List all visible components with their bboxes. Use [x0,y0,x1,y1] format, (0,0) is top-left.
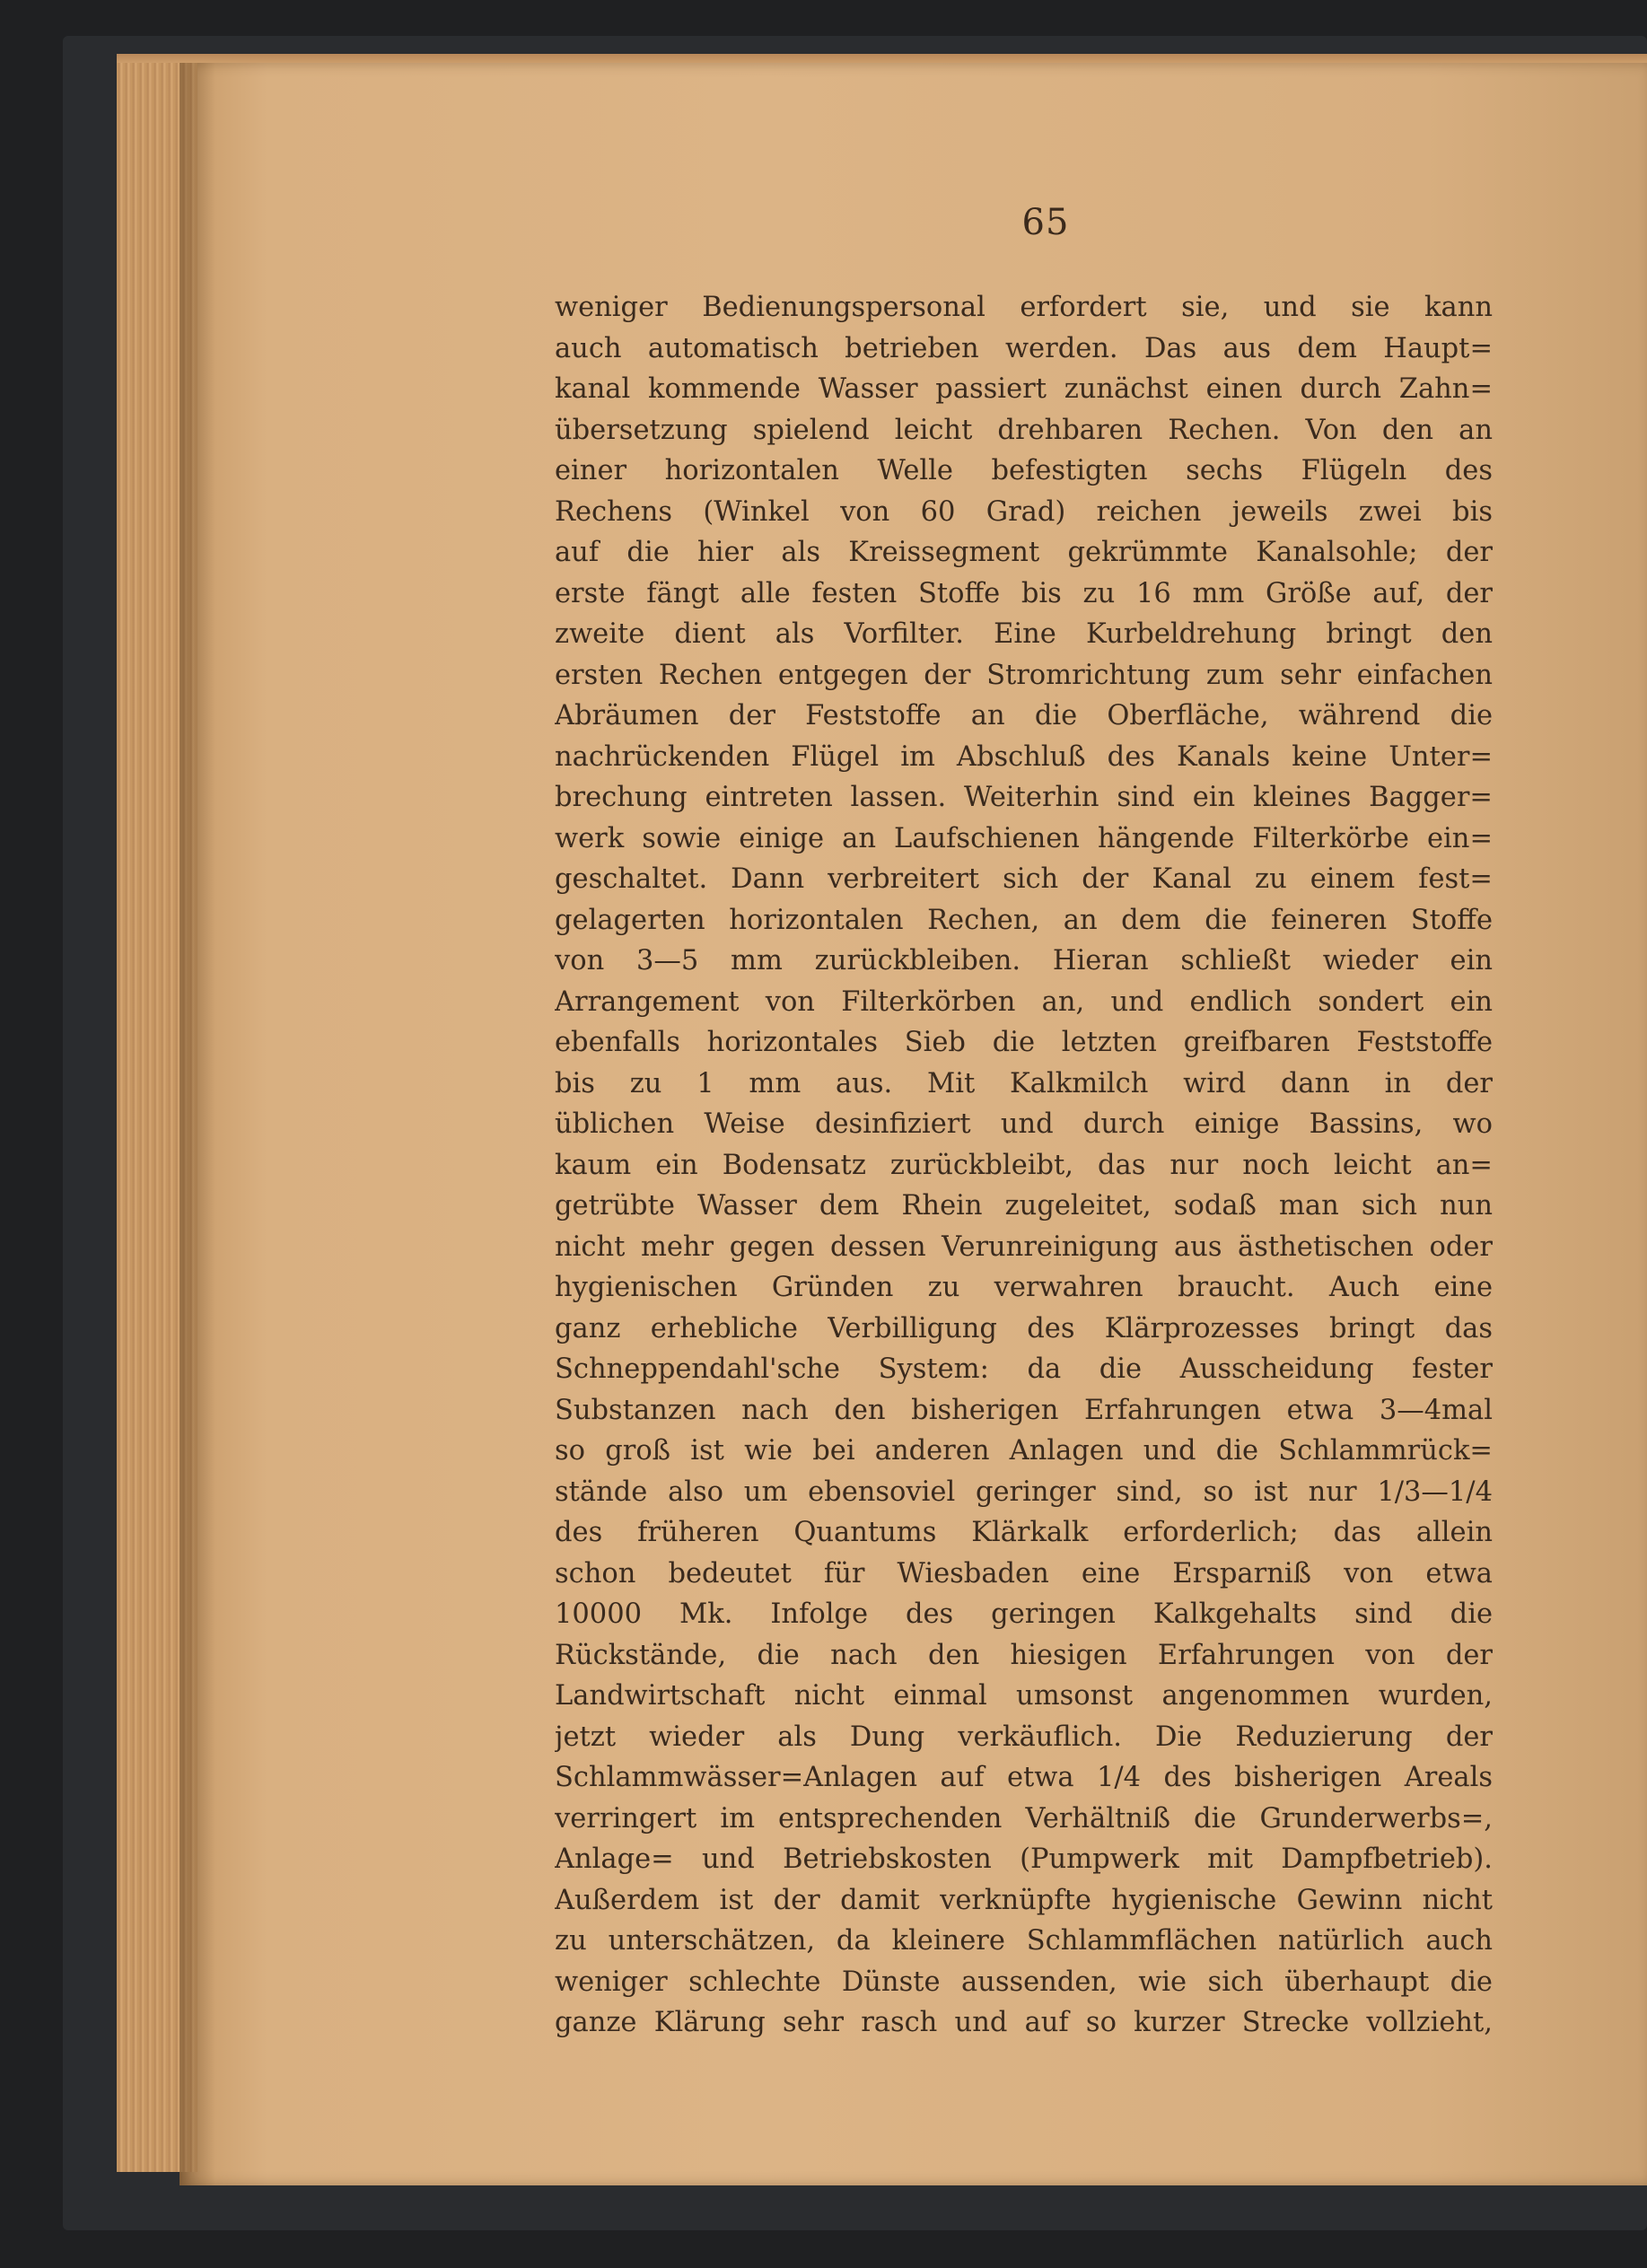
text-line: Rechens (Winkel von 60 Grad) reichen jeweils zwei bis [555,495,1493,528]
text-line: einer horizontalen Welle befestigten sechs Flügeln des [555,455,1493,486]
text-line: so groß ist wie bei anderen Anlagen und die Schlammrück= [555,1435,1493,1467]
text-line: Anlage= und Betriebskosten (Pumpwerk mit Dampfbetrieb). [555,1843,1493,1875]
text-line: werk sowie einige an Laufschienen hängende Filterkörbe ein= [555,822,1493,854]
text-line: hygienischen Gründen zu verwahren braucht. Auch eine [555,1272,1493,1303]
text-line: auch automatisch betrieben werden. Das aus dem Haupt= [555,332,1493,364]
text-line: des früheren Quantums Klärkalk erforderlich; das allein [555,1517,1493,1548]
text-line: ebenfalls horizontales Sieb die letzten greifbaren Feststoffe [555,1027,1493,1058]
text-line: auf die hier als Kreissegment gekrümmte Kanalsohle; der [555,537,1493,568]
text-line: Arrangement von Filterkörben an, und endlich sondert ein [555,985,1493,1018]
text-line: Abräumen der Feststoffe an die Oberfläche, während die [555,700,1493,731]
text-line: ganze Klärung sehr rasch und auf so kurzer Strecke vollzieht, [555,2007,1493,2038]
text-line: bis zu 1 mm aus. Mit Kalkmilch wird dann in der [555,1067,1493,1099]
text-line: Schlammwässer=Anlagen auf etwa 1/4 des bisherigen Areals [555,1762,1493,1793]
text-line: ganz erhebliche Verbilligung des Klärprozesses bringt das [555,1312,1493,1344]
text-line: gelagerten horizontalen Rechen, an dem die feineren Stoffe [555,904,1493,936]
page-number: 65 [1021,202,1070,243]
page-gutter-shadow [180,63,215,2185]
text-line: von 3—5 mm zurückbleiben. Hieran schließt wieder ein [555,945,1493,976]
text-line: weniger Bedienungspersonal erfordert sie, und sie kann [555,292,1493,323]
text-line: üblichen Weise desinfiziert und durch einige Bassins, wo [555,1108,1493,1140]
text-line: Schneppendahl'sche System: da die Ausscheidung fester [555,1353,1493,1385]
text-line: Außerdem ist der damit verknüpfte hygienische Gewinn nicht [555,1884,1493,1916]
text-line: brechung eintreten lassen. Weiterhin sind ein kleines Bagger= [555,782,1493,813]
text-line: schon bedeutet für Wiesbaden eine Ersparniß von etwa [555,1557,1493,1589]
text-line: zweite dient als Vorfilter. Eine Kurbeldrehung bringt den [555,618,1493,650]
text-line: kaum ein Bodensatz zurückbleibt, das nur noch leicht an= [555,1149,1493,1181]
text-line: nicht mehr gegen dessen Verunreinigung aus ästhetischen oder [555,1230,1493,1263]
text-line: stände also um ebensoviel geringer sind, so ist nur 1/3—1/4 [555,1476,1493,1508]
body-text [555,287,1493,2044]
text-line: übersetzung spielend leicht drehbaren Rechen. Von den an [555,414,1493,446]
text-line: zu unterschätzen, da kleinere Schlammflächen natürlich auch [555,1925,1493,1957]
text-line: Rückstände, die nach den hiesigen Erfahrungen von der [555,1639,1493,1671]
text-line: kanal kommende Wasser passiert zunächst einen durch Zahn= [555,373,1493,405]
text-line: ersten Rechen entgegen der Stromrichtung zum sehr einfachen [555,659,1493,691]
text-line: getrübte Wasser dem Rhein zugeleitet, sodaß man sich nun [555,1190,1493,1222]
text-line: Substanzen nach den bisherigen Erfahrungen etwa 3—4mal [555,1394,1493,1426]
text-line: verringert im entsprechenden Verhältniß die Grunderwerbs=, [555,1802,1493,1835]
text-line: 10000 Mk. Infolge des geringen Kalkgehalts sind die [555,1598,1493,1630]
text-line: geschaltet. Dann verbreitert sich der Kanal zu einem fest= [555,863,1493,895]
text-line: nachrückenden Flügel im Abschluß des Kanals keine Unter= [555,740,1493,773]
text-line: erste fängt alle festen Stoffe bis zu 16 mm Größe auf, der [555,577,1493,609]
text-line: jetzt wieder als Dung verkäuflich. Die Reduzierung der [555,1721,1493,1753]
text-line: weniger schlechte Dünste aussenden, wie sich überhaupt die [555,1966,1493,1998]
text-line: Landwirtschaft nicht einmal umsonst angenommen wurden, [555,1680,1493,1712]
